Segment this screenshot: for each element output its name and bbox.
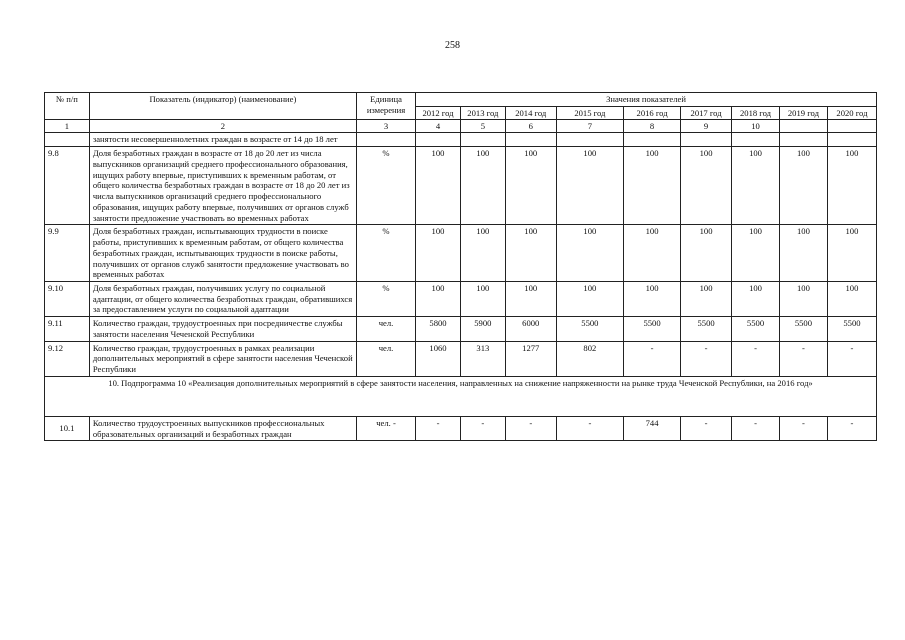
column-number: 1 xyxy=(45,120,90,133)
row-value: 100 xyxy=(681,225,732,282)
row-value: - xyxy=(779,341,827,376)
column-number: 9 xyxy=(681,120,732,133)
row-value: 5900 xyxy=(460,317,505,341)
row-value: 100 xyxy=(624,147,681,225)
row-value: - xyxy=(624,341,681,376)
row-value: - xyxy=(681,341,732,376)
page-number: 258 xyxy=(445,40,460,51)
row-value: 100 xyxy=(732,225,780,282)
header-year: 2014 год xyxy=(505,106,556,120)
row-value: 5500 xyxy=(624,317,681,341)
row-no: 10.1 xyxy=(45,416,90,440)
row-value: 6000 xyxy=(505,317,556,341)
column-number: 5 xyxy=(460,120,505,133)
row-value: 100 xyxy=(681,282,732,317)
row-value: 100 xyxy=(827,147,876,225)
row-value: 100 xyxy=(416,282,461,317)
row-value: 313 xyxy=(460,341,505,376)
row-value: - xyxy=(827,341,876,376)
row-no: 9.12 xyxy=(45,341,90,376)
row-value: 100 xyxy=(827,225,876,282)
row-value xyxy=(505,133,556,147)
row-value: - xyxy=(827,416,876,440)
column-number: 7 xyxy=(556,120,623,133)
row-value xyxy=(732,133,780,147)
row-indicator: Количество граждан, трудоустроенных при посредничестве службы занятости населения Чеченской Республики xyxy=(89,317,356,341)
row-value: 100 xyxy=(779,282,827,317)
row-value: - xyxy=(681,416,732,440)
row-value: - xyxy=(556,416,623,440)
table-row xyxy=(45,341,877,376)
row-unit: % xyxy=(356,282,415,317)
row-unit: чел. xyxy=(356,317,415,341)
row-value: 100 xyxy=(505,147,556,225)
row-value: 100 xyxy=(460,282,505,317)
row-value: 5500 xyxy=(779,317,827,341)
header-year: 2016 год xyxy=(624,106,681,120)
row-value: 100 xyxy=(556,282,623,317)
column-number: 3 xyxy=(356,120,415,133)
row-no: 9.11 xyxy=(45,317,90,341)
subprogram-row xyxy=(45,376,877,416)
table-row xyxy=(45,133,877,147)
table-row xyxy=(45,225,877,282)
row-value: 100 xyxy=(779,147,827,225)
row-unit: чел. - xyxy=(356,416,415,440)
row-indicator: Количество трудоустроенных выпускников профессиональных образовательных организаций и безработных граждан xyxy=(89,416,356,440)
row-value xyxy=(624,133,681,147)
column-number: 10 xyxy=(732,120,780,133)
header-year: 2019 год xyxy=(779,106,827,120)
column-numbers-row xyxy=(45,120,877,133)
row-value: - xyxy=(732,416,780,440)
row-value: 100 xyxy=(779,225,827,282)
row-indicator: Доля безработных граждан, испытывающих трудности в поиске работы, приступивших к временным работам, от общего количества безработных граждан, испытывающих трудности в поиске работы, получивших от органов служб занятости предложение участвовать во временных работах xyxy=(89,225,356,282)
header-year: 2013 год xyxy=(460,106,505,120)
row-value: 5500 xyxy=(556,317,623,341)
column-number: 6 xyxy=(505,120,556,133)
table-row xyxy=(45,416,877,440)
header-unit: Единица измерения xyxy=(356,93,415,120)
row-value: 100 xyxy=(624,282,681,317)
subprogram-title: 10. Подпрограмма 10 «Реализация дополнительных мероприятий в сфере занятости населения, направленных на снижение напряженности на рынке труда Чеченской Республики, на 2016 год» xyxy=(45,376,877,416)
row-no: 9.8 xyxy=(45,147,90,225)
row-value xyxy=(827,133,876,147)
row-value: 5500 xyxy=(681,317,732,341)
row-value: 100 xyxy=(460,147,505,225)
row-value: 744 xyxy=(624,416,681,440)
row-no: 9.10 xyxy=(45,282,90,317)
header-row-1 xyxy=(45,93,877,107)
row-no xyxy=(45,133,90,147)
header-indicator: Показатель (индикатор) (наименование) xyxy=(89,93,356,120)
row-value: 100 xyxy=(556,225,623,282)
row-value: - xyxy=(505,416,556,440)
column-number: 8 xyxy=(624,120,681,133)
row-value: - xyxy=(416,416,461,440)
row-value: 100 xyxy=(416,225,461,282)
row-unit: % xyxy=(356,225,415,282)
row-indicator: Доля безработных граждан в возрасте от 18 до 20 лет из числа выпускников организаций среднего профессионального образования, ищущих работу впервые, приступивших к временным работам, от общего количества безработных граждан в возрасте от 18 до 20 лет из числа выпускников организаций среднего профессионального образования, ищущих работу впервые, получивших от органов служб занятости предложение участвовать во временных работах xyxy=(89,147,356,225)
row-value: - xyxy=(732,341,780,376)
column-number xyxy=(827,120,876,133)
row-value: 100 xyxy=(505,282,556,317)
row-indicator: Количество граждан, трудоустроенных в рамках реализации дополнительных мероприятий в сфере занятости населения Чеченской Республики xyxy=(89,341,356,376)
row-value: 802 xyxy=(556,341,623,376)
header-year: 2012 год xyxy=(416,106,461,120)
column-number: 4 xyxy=(416,120,461,133)
table-body xyxy=(45,133,877,376)
row-value: 100 xyxy=(827,282,876,317)
header-year: 2020 год xyxy=(827,106,876,120)
row-unit: % xyxy=(356,147,415,225)
row-value: 5800 xyxy=(416,317,461,341)
row-value: 100 xyxy=(505,225,556,282)
row-value: - xyxy=(460,416,505,440)
column-number xyxy=(779,120,827,133)
row-value: 100 xyxy=(624,225,681,282)
row-value xyxy=(779,133,827,147)
row-unit: чел. xyxy=(356,341,415,376)
row-unit xyxy=(356,133,415,147)
row-value: 1060 xyxy=(416,341,461,376)
row-value: 100 xyxy=(732,282,780,317)
row-no: 9.9 xyxy=(45,225,90,282)
row-value: - xyxy=(779,416,827,440)
header-year: 2018 год xyxy=(732,106,780,120)
row-value: 100 xyxy=(556,147,623,225)
row-value: 1277 xyxy=(505,341,556,376)
row-value: 100 xyxy=(681,147,732,225)
row-value: 100 xyxy=(416,147,461,225)
row-value: 5500 xyxy=(732,317,780,341)
table-row xyxy=(45,317,877,341)
row-value xyxy=(556,133,623,147)
row-value xyxy=(460,133,505,147)
header-year: 2015 год xyxy=(556,106,623,120)
row-indicator: Доля безработных граждан, получивших услугу по социальной адаптации, от общего количества безработных граждан, обратившихся за предоставлением услуги по социальной адаптации xyxy=(89,282,356,317)
header-year: 2017 год xyxy=(681,106,732,120)
column-number: 2 xyxy=(89,120,356,133)
row-value: 100 xyxy=(460,225,505,282)
row-indicator: занятости несовершеннолетних граждан в возрасте от 14 до 18 лет xyxy=(89,133,356,147)
row-value xyxy=(416,133,461,147)
row-value: 5500 xyxy=(827,317,876,341)
indicators-table xyxy=(44,92,877,441)
header-no: № п/п xyxy=(45,93,90,120)
table-row xyxy=(45,282,877,317)
header-values: Значения показателей xyxy=(416,93,877,107)
row-value: 100 xyxy=(732,147,780,225)
table-row xyxy=(45,147,877,225)
row-value xyxy=(681,133,732,147)
